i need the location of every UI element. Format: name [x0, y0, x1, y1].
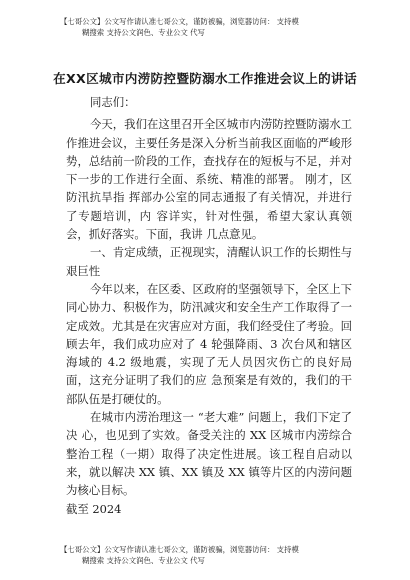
paragraph-continued: 截至 2024 [66, 501, 122, 516]
paragraph-achievements: 今年以来，在区委、区政府的坚强领导下，全区上下同心协力、积极作为，防汛减灾和安全生产工作取得了一定成效。尤其是在灾害应对方面，我们经受住了考验。回顾去年，我们成功应对了 4 轮强降雨、3 次台风和辖区海域的 4.2 级地震，实现了无人员因灾伤亡的良好局面，这充分证明了我们的应 急预案是有效的，我们的干部队伍是打硬仗的。 [66, 281, 352, 406]
document-body [66, 93, 352, 518]
paragraph-waterlogging: 在城市内涝治理这一 “老大难” 问题上，我们下定了决 心，也见到了实效。备受关注的 XX 区城市内涝综合整治工程（一期）取得了决定性进展。该工程自启动以来，就以解决 XX 镇、XX 镇及 XX 镇等片区的内涝问题为核心目标。 [66, 410, 352, 498]
footer-banner-line1: 【七哥公文】公文写作请认准七哥公文，谨防被骗，浏览器访问： 支持模 [60, 545, 299, 554]
header-banner [60, 16, 360, 38]
document-title: 在XX区城市内涝防控暨防溺水工作推进会议上的讲话 [53, 71, 357, 86]
paragraph-intro: 今天，我们在这里召开全区城市内涝防控暨防溺水工作推进会议，主要任务是深入分析当前我区面临的严峻形势，总结前一阶段的工作，查找存在的短板与不足，并对下一步的工作进行全面、系统、精准的部署。 刚才，区防汛抗旱指 挥部办公室的同志通报了有关情况，并进行了专题培训，内 容详实，针对性强，希望大家认真领会，抓好落实。下面，我讲 几点意见。 [66, 117, 352, 242]
header-banner-line2: 糊搜索 支持公文润色、专业公文 代写 [82, 28, 205, 37]
salutation: 同志们： [90, 95, 136, 109]
header-banner-line1: 【七哥公文】公文写作请认准七哥公文，谨防被骗，浏览器访问： 支持模 [60, 17, 299, 26]
footer-banner [60, 544, 360, 566]
footer-banner-line2: 糊搜索 支持公文润色、专业公文 代写 [82, 556, 205, 565]
section-heading-1: 一、肯定成绩，正视现实，清醒认识工作的长期性与艰巨性 [66, 245, 352, 278]
